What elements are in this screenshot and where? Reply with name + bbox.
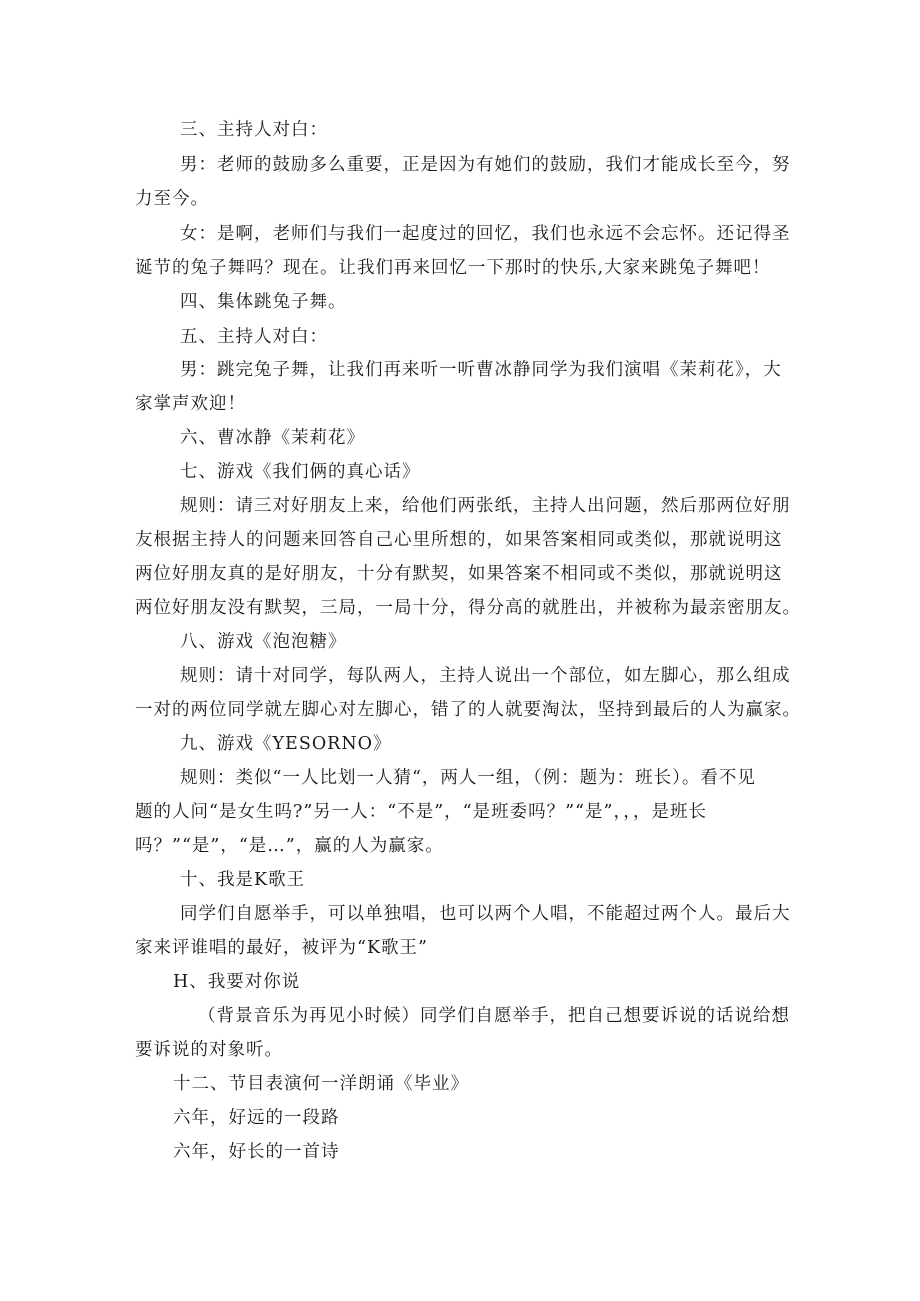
paragraph-line: 女：是啊，老师们与我们一起度过的回忆，我们也永远不会忘怀。还记得圣 [180,224,791,244]
section-heading: 六、曹冰静《茉莉花》 [180,428,365,448]
paragraph-line: 友根据主持人的问题来回答自己心里所想的，如果答案相同或类似，那就说明这 [135,530,783,550]
section-heading: 十、我是K歌王 [180,870,306,890]
section-heading: 四、集体跳兔子舞。 [180,292,347,312]
section-heading: 九、游戏《YESORNO》 [180,734,392,754]
paragraph-line: 吗？”“是”，“是…”，赢的人为赢家。 [135,836,444,856]
paragraph-line: 一对的两位同学就左脚心对左脚心，错了的人就要淘汰，坚持到最后的人为赢家。 [135,700,801,720]
section-heading: 三、主持人对白： [180,120,328,140]
section-heading: 十二、节目表演何一洋朗诵《毕业》 [173,1074,469,1094]
paragraph-line: 同学们自愿举手，可以单独唱，也可以两个人唱，不能超过两个人。最后大 [180,904,791,924]
paragraph-line: 规则：请十对同学，每队两人，主持人说出一个部位，如左脚心，那么组成 [180,666,791,686]
paragraph-line: 两位好朋友没有默契，三局，一局十分，得分高的就胜出，并被称为最亲密朋友。 [135,598,801,618]
paragraph-line: 家来评谁唱的最好，被评为“K歌王” [135,938,428,958]
paragraph-line: 规则：请三对好朋友上来，给他们两张纸，主持人出问题，然后那两位好朋 [180,496,791,516]
paragraph-line: 规则：类似“一人比划一人猜“，两人一组，（例：题为：班长）。看不见 [180,768,756,788]
section-heading: 七、游戏《我们俩的真心话》 [180,462,421,482]
section-heading: 八、游戏《泡泡糖》 [180,632,347,652]
section-heading: 五、主持人对白： [180,327,328,347]
paragraph-line: 题的人问“是女生吗?”另一人：“不是”，“是班委吗？”“是”，，，是班长 [135,802,707,822]
paragraph-line: 家掌声欢迎！ [135,394,246,414]
poem-line: 六年，好长的一首诗 [173,1142,340,1162]
section-heading: H、我要对你说 [173,972,301,992]
paragraph-line: 要诉说的对象听。 [135,1040,283,1060]
paragraph-line: 男：跳完兔子舞，让我们再来听一听曹冰静同学为我们演唱《茉莉花》，大 [180,360,782,380]
paragraph-line: 力至今。 [135,189,209,209]
paragraph-line: 诞节的兔子舞吗？现在。让我们再来回忆一下那时的快乐,大家来跳兔子舞吧！ [135,258,771,278]
poem-line: 六年，好远的一段路 [173,1108,340,1128]
paragraph-line: 两位好朋友真的是好朋友，十分有默契，如果答案不相同或不类似，那就说明这 [135,564,783,584]
paragraph-line: （背景音乐为再见小时候）同学们自愿举手，把自己想要诉说的话说给想 [198,1006,790,1026]
paragraph-line: 男：老师的鼓励多么重要，正是因为有她们的鼓励，我们才能成长至今，努 [180,155,791,175]
